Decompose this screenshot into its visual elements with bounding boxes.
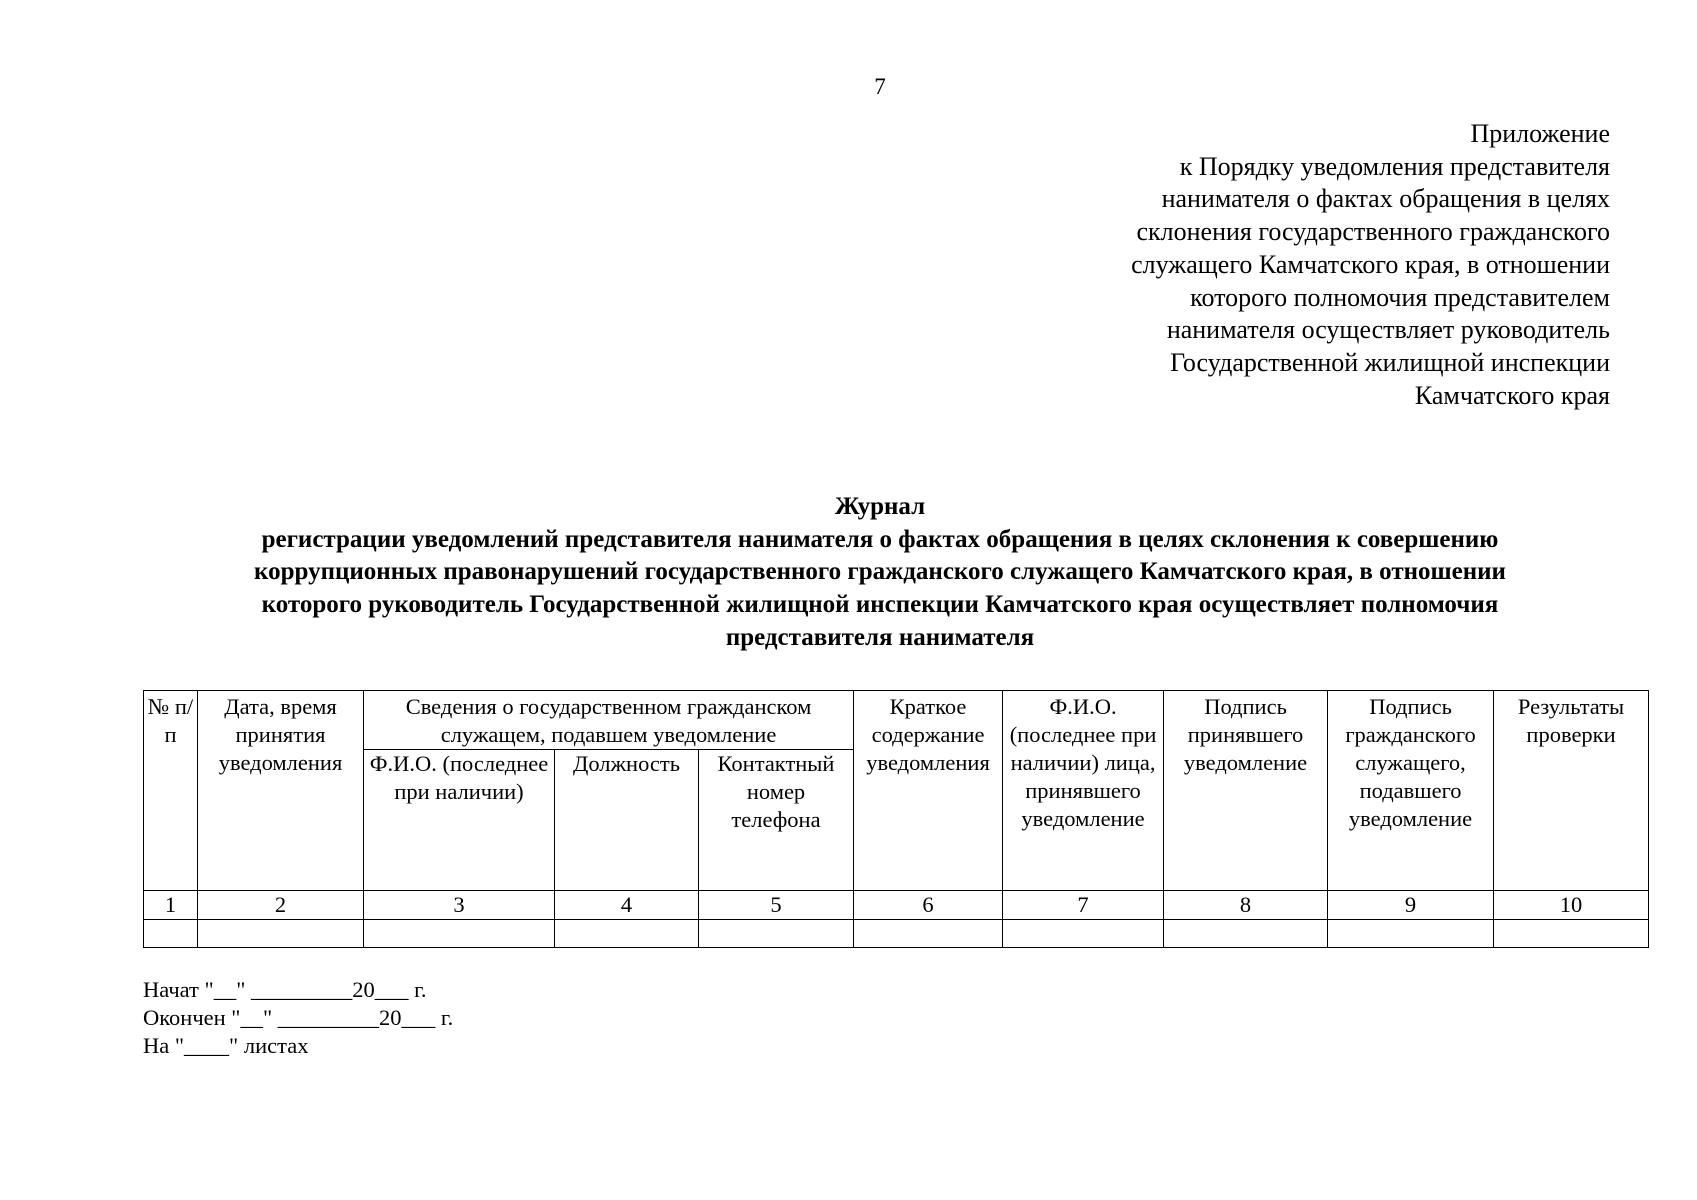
appendix-line: служащего Камчатского края, в отношении bbox=[1131, 249, 1610, 279]
journal-subtitle-line: которого руководитель Государственной жилищной инспекции Камчатского края осуществляет полномочия bbox=[261, 591, 1499, 619]
sheets-line: На "____" листах bbox=[143, 1033, 309, 1058]
empty-cell bbox=[854, 920, 1003, 948]
column-number: 2 bbox=[198, 891, 364, 920]
header-date-time: Дата, время принятия уведомления bbox=[198, 691, 364, 891]
appendix-line: Приложение bbox=[1470, 119, 1610, 148]
column-number: 1 bbox=[144, 891, 198, 920]
table-row bbox=[144, 920, 1649, 948]
journal-subtitle-line: представителя нанимателя bbox=[725, 623, 1035, 651]
appendix-line: нанимателя осуществляет руководитель bbox=[1166, 315, 1610, 345]
empty-cell bbox=[198, 920, 364, 948]
header-number: № п/п bbox=[144, 691, 198, 891]
appendix-line: к Порядку уведомления представителя bbox=[1179, 151, 1610, 181]
journal-title: Журнал bbox=[834, 493, 926, 520]
column-number-row bbox=[144, 891, 1649, 920]
empty-cell bbox=[1003, 920, 1164, 948]
appendix-header bbox=[850, 118, 1610, 412]
header-receiver-name: Ф.И.О. (последнее при наличии) лица, принявшего уведомление bbox=[1003, 691, 1164, 891]
empty-cell bbox=[144, 920, 198, 948]
journal-title-block bbox=[130, 491, 1630, 655]
column-number: 9 bbox=[1328, 891, 1494, 920]
column-number: 5 bbox=[699, 891, 854, 920]
empty-cell bbox=[1328, 920, 1494, 948]
column-number: 3 bbox=[364, 891, 555, 920]
column-number: 10 bbox=[1494, 891, 1649, 920]
empty-cell bbox=[1494, 920, 1649, 948]
empty-cell bbox=[555, 920, 699, 948]
empty-cell bbox=[364, 920, 555, 948]
appendix-line: Камчатского края bbox=[1414, 380, 1610, 410]
header-position: Должность bbox=[555, 750, 699, 891]
journal-subtitle-line: коррупционных правонарушений государственного гражданского служащего Камчатского края, в отношении bbox=[254, 558, 1506, 586]
empty-cell bbox=[1164, 920, 1328, 948]
appendix-line: Государственной жилищной инспекции bbox=[1170, 347, 1610, 377]
header-servant-signature: Подпись гражданского служащего, подавшего уведомление bbox=[1328, 691, 1494, 891]
registration-journal-table bbox=[143, 690, 1649, 948]
journal-subtitle-line: регистрации уведомлений представителя нанимателя о фактах обращения в целях склонения к совершению bbox=[261, 525, 1499, 553]
page-number: 7 bbox=[874, 74, 886, 99]
appendix-line: которого полномочия представителем bbox=[1190, 282, 1610, 312]
header-results: Результаты проверки bbox=[1494, 691, 1649, 891]
appendix-line: склонения государственного гражданского bbox=[1136, 217, 1610, 247]
header-receiver-signature: Подпись принявшего уведомление bbox=[1164, 691, 1328, 891]
column-number: 8 bbox=[1164, 891, 1328, 920]
started-line: Начат "__" _________20___ г. bbox=[143, 977, 427, 1002]
header-summary: Краткое содержание уведомления bbox=[854, 691, 1003, 891]
header-phone: Контактный номер телефона bbox=[699, 750, 854, 891]
header-servant-info: Сведения о государственном гражданском служащем, подавшем уведомление bbox=[364, 691, 854, 750]
column-number: 6 bbox=[854, 891, 1003, 920]
ended-line: Окончен "__" _________20___ г. bbox=[143, 1005, 454, 1030]
journal-footer bbox=[143, 976, 453, 1060]
column-number: 7 bbox=[1003, 891, 1164, 920]
appendix-line: нанимателя о фактах обращения в целях bbox=[1161, 184, 1610, 214]
empty-cell bbox=[699, 920, 854, 948]
column-number: 4 bbox=[555, 891, 699, 920]
header-servant-name: Ф.И.О. (последнее при наличии) bbox=[364, 750, 555, 891]
table-header-row bbox=[144, 691, 1649, 750]
